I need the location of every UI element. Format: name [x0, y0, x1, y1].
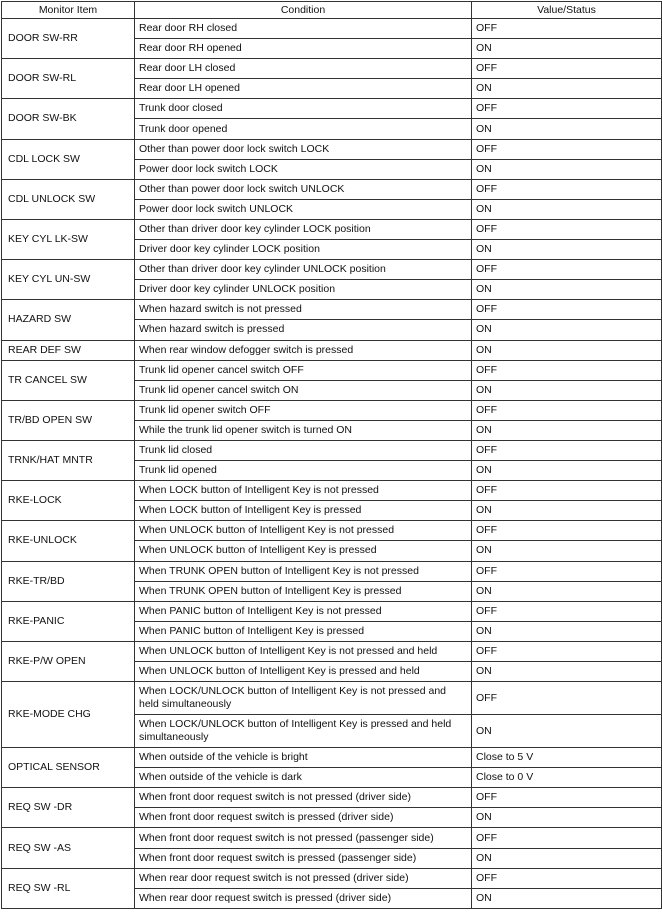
condition-cell: When UNLOCK button of Intelligent Key is pressed and held: [135, 662, 472, 682]
table-row: [2, 300, 662, 320]
table-row: [2, 440, 662, 460]
value-status-cell: ON: [472, 888, 662, 908]
value-status-cell: OFF: [472, 139, 662, 159]
value-status-cell: ON: [472, 461, 662, 481]
condition-cell: Other than driver door key cylinder LOCK position: [135, 219, 472, 239]
value-status-cell: ON: [472, 808, 662, 828]
condition-cell: Trunk lid opener cancel switch ON: [135, 380, 472, 400]
value-status-cell: OFF: [472, 601, 662, 621]
value-status-cell: OFF: [472, 481, 662, 501]
condition-cell: Trunk lid closed: [135, 440, 472, 460]
value-status-cell: ON: [472, 501, 662, 521]
condition-cell: When UNLOCK button of Intelligent Key is not pressed: [135, 521, 472, 541]
condition-cell: Trunk door opened: [135, 119, 472, 139]
condition-cell: Trunk lid opener cancel switch OFF: [135, 360, 472, 380]
value-status-cell: OFF: [472, 400, 662, 420]
monitor-item-cell: DOOR SW-BK: [2, 99, 135, 139]
monitor-item-cell: RKE-LOCK: [2, 481, 135, 521]
value-status-cell: ON: [472, 848, 662, 868]
monitor-item-cell: RKE-P/W OPEN: [2, 641, 135, 681]
value-status-cell: ON: [472, 621, 662, 641]
value-status-cell: ON: [472, 79, 662, 99]
condition-cell: When PANIC button of Intelligent Key is pressed: [135, 621, 472, 641]
condition-cell: Trunk lid opened: [135, 461, 472, 481]
condition-cell: When front door request switch is pressed (passenger side): [135, 848, 472, 868]
monitor-item-cell: KEY CYL LK-SW: [2, 219, 135, 259]
condition-cell: When UNLOCK button of Intelligent Key is pressed: [135, 541, 472, 561]
condition-cell: Power door lock switch LOCK: [135, 159, 472, 179]
condition-cell: While the trunk lid opener switch is turned ON: [135, 420, 472, 440]
value-status-cell: ON: [472, 380, 662, 400]
monitor-item-cell: REQ SW -RL: [2, 868, 135, 908]
condition-cell: When LOCK/UNLOCK button of Intelligent Key is not pressed and held simultaneously: [135, 682, 472, 715]
condition-cell: When TRUNK OPEN button of Intelligent Key is pressed: [135, 581, 472, 601]
condition-cell: Rear door RH opened: [135, 39, 472, 59]
monitor-item-table: [1, 1, 662, 909]
monitor-item-cell: REQ SW -AS: [2, 828, 135, 868]
value-status-cell: ON: [472, 240, 662, 260]
table-row: [2, 219, 662, 239]
table-row: [2, 260, 662, 280]
header-value-status: Value/Status: [472, 2, 662, 19]
table-body: [2, 19, 662, 909]
header-condition: Condition: [135, 2, 472, 19]
value-status-cell: OFF: [472, 300, 662, 320]
monitor-item-cell: RKE-PANIC: [2, 601, 135, 641]
table-row: [2, 748, 662, 768]
condition-cell: Other than power door lock switch LOCK: [135, 139, 472, 159]
condition-cell: Driver door key cylinder LOCK position: [135, 240, 472, 260]
monitor-item-cell: DOOR SW-RL: [2, 59, 135, 99]
table-row: [2, 561, 662, 581]
monitor-item-cell: DOOR SW-RR: [2, 19, 135, 59]
condition-cell: When LOCK button of Intelligent Key is not pressed: [135, 481, 472, 501]
condition-cell: When front door request switch is not pressed (passenger side): [135, 828, 472, 848]
condition-cell: Trunk door closed: [135, 99, 472, 119]
table-row: [2, 99, 662, 119]
value-status-cell: OFF: [472, 19, 662, 39]
condition-cell: When outside of the vehicle is bright: [135, 748, 472, 768]
header-monitor-item: Monitor Item: [2, 2, 135, 19]
monitor-item-cell: KEY CYL UN-SW: [2, 260, 135, 300]
monitor-item-cell: TR/BD OPEN SW: [2, 400, 135, 440]
value-status-cell: ON: [472, 39, 662, 59]
condition-cell: Driver door key cylinder UNLOCK position: [135, 280, 472, 300]
condition-cell: When LOCK/UNLOCK button of Intelligent Key is pressed and held simultaneously: [135, 715, 472, 748]
value-status-cell: OFF: [472, 641, 662, 661]
condition-cell: When PANIC button of Intelligent Key is not pressed: [135, 601, 472, 621]
table-row: [2, 139, 662, 159]
condition-cell: Rear door RH closed: [135, 19, 472, 39]
monitor-item-cell: RKE-MODE CHG: [2, 682, 135, 748]
value-status-cell: ON: [472, 581, 662, 601]
monitor-item-cell: RKE-TR/BD: [2, 561, 135, 601]
condition-cell: When hazard switch is not pressed: [135, 300, 472, 320]
condition-cell: When front door request switch is pressed (driver side): [135, 808, 472, 828]
monitor-item-cell: TRNK/HAT MNTR: [2, 440, 135, 480]
condition-cell: When rear window defogger switch is pressed: [135, 340, 472, 360]
condition-cell: When rear door request switch is pressed (driver side): [135, 888, 472, 908]
monitor-item-cell: RKE-UNLOCK: [2, 521, 135, 561]
table-row: [2, 481, 662, 501]
value-status-cell: ON: [472, 199, 662, 219]
condition-cell: When outside of the vehicle is dark: [135, 768, 472, 788]
value-status-cell: ON: [472, 320, 662, 340]
value-status-cell: ON: [472, 280, 662, 300]
value-status-cell: OFF: [472, 828, 662, 848]
condition-cell: When TRUNK OPEN button of Intelligent Key is not pressed: [135, 561, 472, 581]
condition-cell: Power door lock switch UNLOCK: [135, 199, 472, 219]
value-status-cell: OFF: [472, 788, 662, 808]
value-status-cell: OFF: [472, 868, 662, 888]
value-status-cell: Close to 5 V: [472, 748, 662, 768]
value-status-cell: OFF: [472, 99, 662, 119]
table-row: [2, 682, 662, 715]
value-status-cell: ON: [472, 119, 662, 139]
table-row: [2, 601, 662, 621]
value-status-cell: OFF: [472, 360, 662, 380]
table-row: [2, 521, 662, 541]
table-row: [2, 179, 662, 199]
value-status-cell: OFF: [472, 260, 662, 280]
condition-cell: Other than power door lock switch UNLOCK: [135, 179, 472, 199]
monitor-item-cell: CDL UNLOCK SW: [2, 179, 135, 219]
table-row: [2, 868, 662, 888]
value-status-cell: Close to 0 V: [472, 768, 662, 788]
value-status-cell: OFF: [472, 521, 662, 541]
monitor-item-cell: CDL LOCK SW: [2, 139, 135, 179]
header-row: [2, 2, 662, 19]
value-status-cell: OFF: [472, 561, 662, 581]
condition-cell: When LOCK button of Intelligent Key is pressed: [135, 501, 472, 521]
table-row: [2, 340, 662, 360]
monitor-item-cell: TR CANCEL SW: [2, 360, 135, 400]
value-status-cell: OFF: [472, 179, 662, 199]
value-status-cell: ON: [472, 662, 662, 682]
value-status-cell: ON: [472, 340, 662, 360]
condition-cell: Rear door LH opened: [135, 79, 472, 99]
table-row: [2, 788, 662, 808]
monitor-item-cell: REAR DEF SW: [2, 340, 135, 360]
condition-cell: When UNLOCK button of Intelligent Key is not pressed and held: [135, 641, 472, 661]
value-status-cell: ON: [472, 420, 662, 440]
monitor-item-cell: OPTICAL SENSOR: [2, 748, 135, 788]
value-status-cell: OFF: [472, 682, 662, 715]
value-status-cell: ON: [472, 541, 662, 561]
value-status-cell: OFF: [472, 59, 662, 79]
table-row: [2, 641, 662, 661]
value-status-cell: ON: [472, 715, 662, 748]
table-row: [2, 400, 662, 420]
value-status-cell: OFF: [472, 219, 662, 239]
condition-cell: Rear door LH closed: [135, 59, 472, 79]
condition-cell: Other than driver door key cylinder UNLOCK position: [135, 260, 472, 280]
condition-cell: When rear door request switch is not pressed (driver side): [135, 868, 472, 888]
table-row: [2, 19, 662, 39]
condition-cell: When front door request switch is not pressed (driver side): [135, 788, 472, 808]
condition-cell: Trunk lid opener switch OFF: [135, 400, 472, 420]
table-header: [2, 2, 662, 19]
table-row: [2, 59, 662, 79]
table-row: [2, 360, 662, 380]
monitor-item-cell: REQ SW -DR: [2, 788, 135, 828]
value-status-cell: OFF: [472, 440, 662, 460]
value-status-cell: ON: [472, 159, 662, 179]
table-row: [2, 828, 662, 848]
monitor-item-cell: HAZARD SW: [2, 300, 135, 340]
monitor-table-container: [1, 1, 661, 909]
condition-cell: When hazard switch is pressed: [135, 320, 472, 340]
